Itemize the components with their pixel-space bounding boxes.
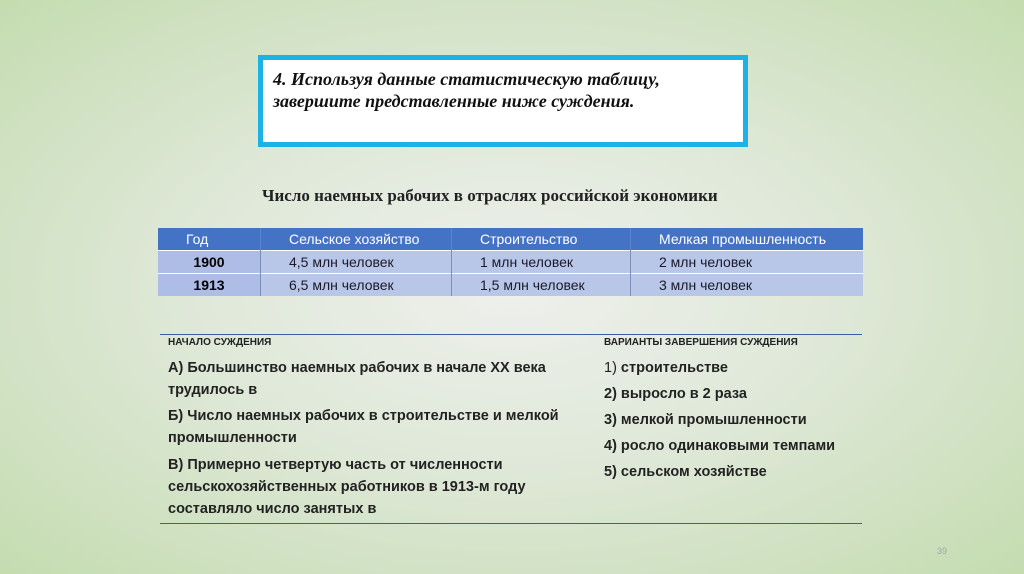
header-year: Год bbox=[158, 228, 261, 251]
task-line-2: завершите представленные ниже суждения. bbox=[273, 91, 635, 111]
statement-line: А) Большинство наемных рабочих в начале XX века bbox=[168, 360, 546, 376]
option-number: 3) bbox=[604, 412, 617, 428]
header-construction: Строительство bbox=[452, 228, 631, 251]
task-line-1: 4. Используя данные статистическую таблицу, bbox=[273, 69, 660, 89]
statement-line: составляло число занятых в bbox=[168, 501, 377, 517]
table-row bbox=[158, 274, 863, 297]
statement-a bbox=[168, 357, 578, 401]
table-title: Число наемных рабочих в отраслях российской экономики bbox=[262, 186, 718, 205]
table-header-row bbox=[158, 228, 863, 251]
cell-agriculture: 4,5 млн человек bbox=[261, 251, 452, 274]
statement-line: Б) Число наемных рабочих в строительстве и мелкой bbox=[168, 408, 559, 424]
option-text: мелкой промышленности bbox=[616, 412, 807, 428]
option-text: выросло в 2 раза bbox=[616, 386, 747, 402]
option-2 bbox=[604, 383, 747, 405]
option-5 bbox=[604, 461, 767, 483]
header-agriculture: Сельское хозяйство bbox=[261, 228, 452, 251]
page-number: 39 bbox=[937, 546, 948, 556]
statement-c bbox=[168, 454, 578, 520]
option-number: 4) bbox=[604, 438, 617, 454]
table-row bbox=[158, 251, 863, 274]
option-number: 1) bbox=[604, 360, 617, 376]
cell-agriculture: 6,5 млн человек bbox=[261, 274, 452, 297]
statement-line: В) Примерно четвертую часть от численности bbox=[168, 457, 503, 473]
divider-bottom bbox=[160, 523, 862, 524]
options-header: ВАРИАНТЫ ЗАВЕРШЕНИЯ СУЖДЕНИЯ bbox=[604, 337, 798, 348]
start-header: НАЧАЛО СУЖДЕНИЯ bbox=[168, 337, 272, 348]
statement-b bbox=[168, 405, 578, 449]
option-1 bbox=[604, 357, 728, 379]
divider-top bbox=[160, 334, 862, 335]
cell-small-industry: 2 млн человек bbox=[631, 251, 864, 274]
statistics-table bbox=[158, 228, 863, 296]
option-3 bbox=[604, 409, 807, 431]
header-small-industry: Мелкая промышленность bbox=[631, 228, 864, 251]
statement-line: трудилось в bbox=[168, 382, 258, 398]
cell-construction: 1 млн человек bbox=[452, 251, 631, 274]
task-text bbox=[273, 68, 735, 112]
option-4 bbox=[604, 435, 835, 457]
cell-year: 1913 bbox=[158, 274, 261, 297]
option-text: сельском хозяйстве bbox=[616, 464, 767, 480]
statement-line: сельскохозяйственных работников в 1913-м году bbox=[168, 479, 526, 495]
cell-small-industry: 3 млн человек bbox=[631, 274, 864, 297]
option-number: 2) bbox=[604, 386, 617, 402]
task-box bbox=[258, 55, 748, 147]
statement-line: промышленности bbox=[168, 430, 297, 446]
option-text: росло одинаковыми темпами bbox=[616, 438, 836, 454]
option-number: 5) bbox=[604, 464, 617, 480]
option-text: строительстве bbox=[616, 360, 728, 376]
cell-year: 1900 bbox=[158, 251, 261, 274]
cell-construction: 1,5 млн человек bbox=[452, 274, 631, 297]
